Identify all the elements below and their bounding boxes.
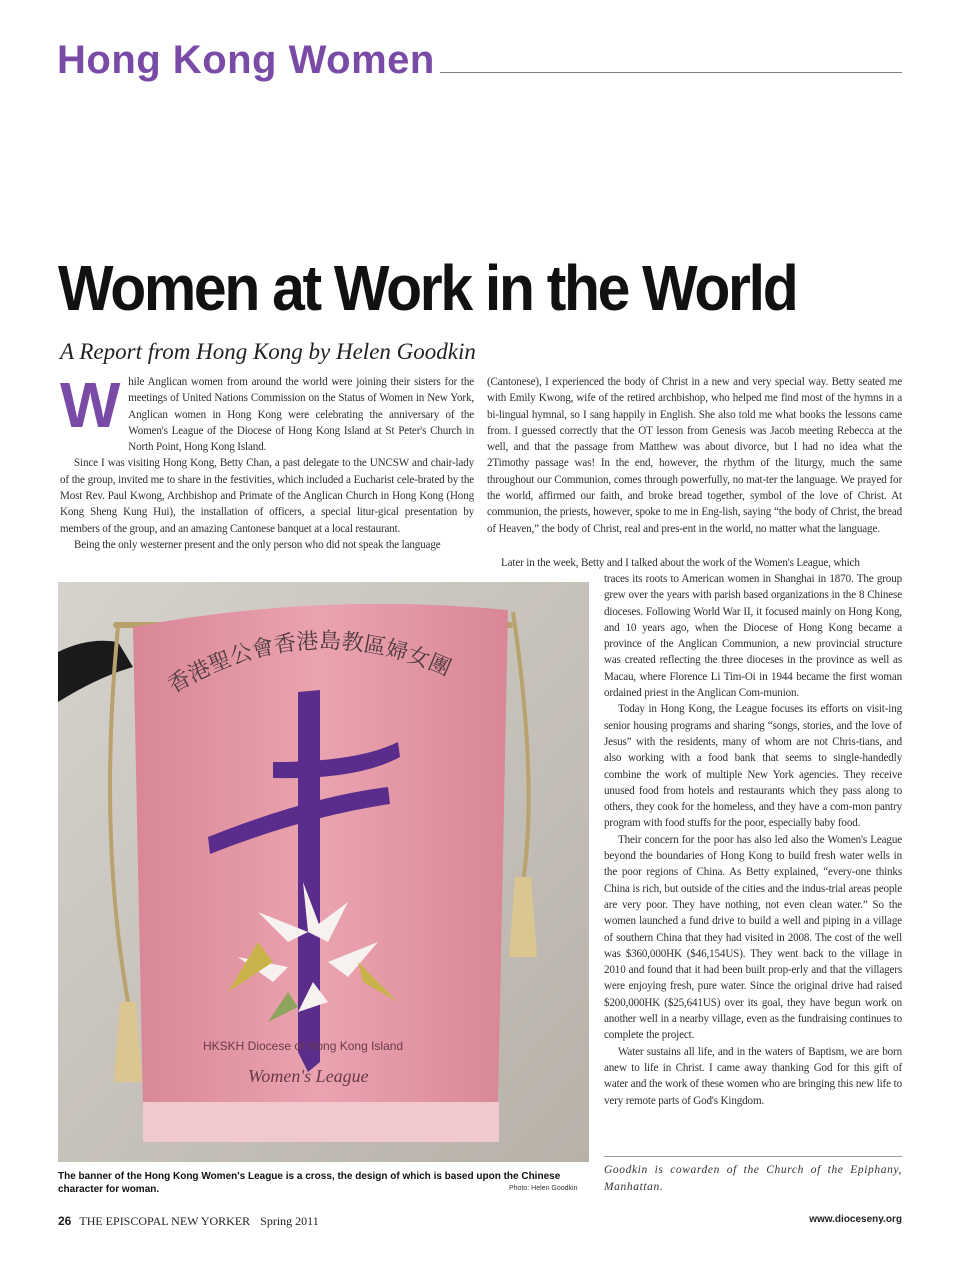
photo-credit: Photo: Helen Goodkin bbox=[509, 1185, 578, 1192]
article-headline: Women at Work in the World bbox=[58, 252, 797, 324]
section-rule bbox=[440, 72, 902, 73]
paragraph-lead-line: Later in the week, Betty and I talked about the work of the Women's League, which bbox=[501, 557, 860, 569]
banner-line-1: HKSKH Diocese of Hong Kong Island bbox=[203, 1039, 404, 1053]
banner-chinese-text: 香港聖公會香港島教區婦女團 bbox=[164, 629, 455, 699]
drop-cap: W bbox=[60, 369, 121, 441]
left-column bbox=[60, 369, 474, 553]
banner-illustration bbox=[58, 582, 589, 1162]
footer-url-link[interactable]: www.dioceseny.org bbox=[809, 1214, 902, 1225]
right-column-top bbox=[487, 374, 902, 537]
footer-left bbox=[58, 1213, 319, 1229]
banner-line-2: Women's League bbox=[248, 1066, 369, 1086]
paragraph: (Cantonese), I experienced the body of Christ in a new and very special way. Betty seated me with Emily Kwong, wife of the retired archbishop, who helped me find most of the hymns in a bi-lingual hymnal, so I sang happily in English. She also told me what books the lessons came from. I guessed correctly that the OT lesson from Genesis was Jacob meeting Rebecca at the well, and that the passage from Matthew was about divorce, but I had no idea what the 2Timothy passage was! In the end, however, the rhythm of the liturgy, much the same throughout our Communion, comes through powerfully, no mat-ter the language. We prayed for the world, affirmed our faith, and broke bread together, symbol of the love of Christ. At communion, the priests, however, spoke to me in Eng-lish, saying “the body of Christ, the bread of Heaven,” the body of Christ, real and pres-ent in the world, no matter what the language. bbox=[487, 376, 902, 535]
banner-fringe bbox=[143, 1102, 499, 1142]
paragraph: Today in Hong Kong, the League focuses its efforts on visit-ing senior housing programs and sharing “songs, stories, and the love of Jesus” with the residents, many of whom are not Chris-tians, and also working with a food bank that seems to single-handedly combine the work of multiple New York agencies. They receive unused food from hotels and restaurants which they pass along to others, they cook for the homeless, and they have a com-mon pantry program with food stuffs for the poor, especially baby food. bbox=[604, 703, 902, 830]
paragraph: Water sustains all life, and in the waters of Baptism, we are born anew to life in Christ. I came away thanking God for this gift of water and the work of these women who are bringing this new life to very remote parts of God's Kingdom. bbox=[604, 1045, 902, 1107]
section-title: Hong Kong Women bbox=[57, 38, 435, 82]
article-subhead: A Report from Hong Kong by Helen Goodkin bbox=[60, 339, 476, 364]
bio-rule bbox=[604, 1156, 902, 1157]
issue-date: Spring 2011 bbox=[260, 1214, 319, 1228]
photo-caption: The banner of the Hong Kong Women's League is a cross, the design of which is based upon the Chinese character for woman. bbox=[58, 1171, 561, 1195]
right-column-narrow bbox=[604, 571, 902, 1109]
cross-vertical bbox=[298, 690, 320, 1072]
paragraph: hile Anglican women from around the world were joining their sisters for the meetings of United Nations Commission on the Status of Women in New York, Anglican women in Hong Kong were celebrating the anniversary of the Women's League of the Diocese of Hong Kong Island at St Peter's Church in North Point, Hong Kong Island. bbox=[128, 376, 474, 454]
paragraph: Since I was visiting Hong Kong, Betty Chan, a past delegate to the UNCSW and chair-lady of the group, invited me to share in the festivities, which included a Eucharist cele-brated by the Most Rev. Paul Kwong, Archbishop and Primate of the Anglican Church in Hong Kong (Hong Kong Sheng Kung Hui), the installation of officers, a special litur-gical presentation by members of the group, and an amazing Cantonese banquet at a local restaurant. bbox=[60, 457, 474, 535]
author-bio: Goodkin is cowarden of the Church of the Epiphany, Manhattan. bbox=[604, 1164, 902, 1193]
banner-photo bbox=[58, 582, 589, 1162]
publication-name: THE EPISCOPAL NEW YORKER bbox=[79, 1214, 251, 1228]
paragraph: Being the only westerner present and the only person who did not speak the language bbox=[74, 538, 441, 551]
paragraph: traces its roots to American women in Shanghai in 1870. The group grew over the years with parish based organizations in the 8 Chinese dioceses. Following World War II, it focused mainly on Hong Kong, and 10 years ago, when the Diocese of Hong Kong became a province of the Anglican Communion, a new provincial structure was created reflecting the three dioceses in the province as well as Macau, where Florence Li Tim-Oi in 1944 became the first woman ordained priest in the Anglican Com-munion. bbox=[604, 573, 902, 700]
paragraph: Their concern for the poor has also led also the Women's League beyond the boundaries of Hong Kong to build fresh water wells in the poor regions of China. As Betty explained, “every-one thinks China is rich, but outside of the cities and the indus-trial areas people are very poor. They have nothing, not even clean water.” So the women launched a fund drive to build a well and piping in a village of southern China that they had visited in 2008. The cost of the well was $360,000HK ($46,154US). They went back to the village in 2010 and found that it had been built prop-erly and that the villagers were enjoying fresh, pure water. Since the original drive had raised $200,000HK ($25,641US) over its goal, they have begun work on another well in a nearby village, even as the fundraising continues to complete the project. bbox=[604, 833, 902, 1042]
page-number: 26 bbox=[58, 1214, 72, 1228]
